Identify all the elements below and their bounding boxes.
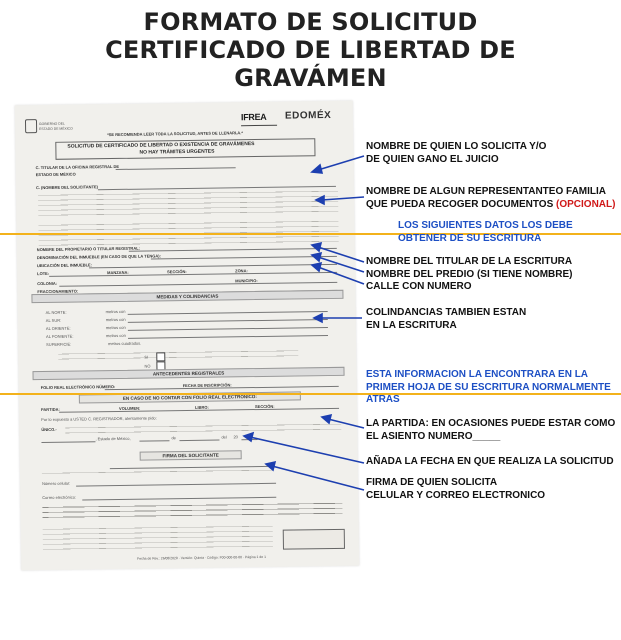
numero-celular-label: Número celular:: [42, 480, 71, 487]
col-poniente-metros: metros con: [105, 332, 126, 339]
band-firma: FIRMA DEL SOLICITANTE: [140, 450, 242, 460]
annotation-representante-line-2: [366, 199, 615, 212]
field-colonia-line: [59, 282, 337, 287]
correo-label: Correo electrónico:: [42, 494, 77, 501]
government-seal-icon: [25, 119, 37, 133]
paragraph-colindancias-note: [58, 348, 298, 361]
registrador-text: Por lo expuesto a USTED C. REGISTRADOR, atentamente pido:: [41, 415, 157, 423]
annotation-antecedentes: [366, 369, 611, 407]
field-ubicacion-label: UBICACIÓN DEL INMUEBLE:: [36, 262, 93, 269]
annotation-solicitante-line-2: DE QUIEN GANO EL JUICIO: [366, 153, 499, 165]
col-superficie-label: SUPERFICIE:: [46, 341, 72, 347]
field-manzana-label: MANZANA:: [107, 269, 129, 276]
annotation-partida: [366, 418, 615, 443]
annotation-opcional: (OPCIONAL): [556, 198, 616, 210]
form-footer: Fecha de Rev.: 26/08/2020 · Versión: Quinta · Código: F00-000-00-00 · Página 1 de 1: [137, 554, 267, 561]
col-sur-metros: metros con: [105, 316, 126, 323]
annotation-firma-line-2: CELULAR Y CORREO ELECTRONICO: [366, 489, 546, 501]
col-norte-line: [128, 311, 328, 315]
annotation-partida-line-2: EL ASIENTO NUMERO_____: [366, 430, 501, 442]
annotation-fecha: [366, 456, 614, 469]
annotation-representante-line-1: NOMBRE DE ALGUN REPRESENTANTEO FAMILIA: [366, 186, 607, 197]
band-antecedentes: ANTECEDENTES REGISTRALES: [32, 367, 344, 380]
annotation-partida-line-1: LA PARTIDA: EN OCASIONES PUEDE ESTAR COMO: [366, 418, 616, 429]
field-oficina-line: [116, 167, 236, 170]
field-fraccionamiento-label: FRACCIONAMIENTO:: [37, 288, 79, 295]
libro-label: LIBRO:: [194, 404, 209, 410]
mes-line: [179, 440, 219, 442]
checkbox-si-label: SI: [144, 354, 149, 360]
col-sur-label: AL SUR:: [45, 317, 62, 323]
annotation-escritura-line-2: OBTENER DE SU ESCRITURA: [398, 232, 542, 244]
col-oriente-metros: metros con: [105, 324, 126, 331]
annotation-titular-line-2: NOMBRE DEL PREDIO (SI TIENE NOMBRE): [366, 268, 573, 280]
ifrea-underline: [241, 125, 277, 127]
paragraph-firma-note: [42, 468, 272, 476]
correo-line: [82, 497, 276, 501]
field-colonia-label: COLONIA:: [37, 280, 58, 287]
paragraph-unico: [65, 422, 341, 434]
annotation-titular: [366, 256, 573, 294]
seccion2-label: SECCIÓN:: [254, 403, 275, 410]
paragraph-privacidad: [43, 524, 273, 553]
field-propietario-label: NOMBRE DEL PROPIETARIO O TITULAR REGISTRAL:: [36, 245, 140, 253]
field-denominacion-label: DENOMINACIÓN DEL INMUEBLE (EN CASO DE QUE LA TENGA):: [36, 253, 161, 261]
del-text: del: [221, 434, 227, 440]
estado-de-mexico-text: , Estado de México,: [95, 435, 131, 442]
annotation-antecedentes-line-2: PRIMER HOJA DE SU ESCRITURA NORMALMENTE: [366, 381, 611, 393]
checkbox-no-label: NO: [144, 363, 151, 369]
paragraph-nota: [42, 501, 342, 519]
field-denominacion-line: [151, 256, 337, 260]
lugar-line: [41, 441, 95, 443]
col-poniente-label: AL PONIENTE:: [45, 333, 74, 339]
edomex-logo: EDOMÉX: [284, 109, 332, 122]
annotation-colindancias: [366, 307, 526, 332]
band-sin-folio: EN CASO DE NO CONTAR CON FOLIO REAL ELECTRÓNICO:: [79, 391, 301, 403]
annotation-escritura: [398, 220, 573, 245]
annotation-antecedentes-line-1: ESTA INFORMACION LA ENCONTRARA EN LA: [366, 369, 589, 380]
folio-line: [105, 386, 339, 390]
paragraph-1: [38, 189, 338, 219]
field-seccion-label: SECCIÓN:: [167, 268, 187, 275]
paragraph-2: [38, 219, 338, 247]
annotation-escritura-line-1: LOS SIGUIENTES DATOS LOS DEBE: [398, 220, 573, 231]
ifrea-logo: IFREA: [240, 111, 267, 123]
government-logo-text: GOBIERNO DEL ESTADO DE MÉXICO: [39, 121, 73, 131]
numero-celular-line: [76, 483, 276, 487]
volumen-label: VOLUMEN:: [118, 405, 141, 411]
annotation-solicitante-line-1: NOMBRE DE QUIEN LO SOLICITA Y/O: [366, 141, 547, 152]
field-zona-label: ZONA:: [235, 268, 248, 274]
col-norte-label: AL NORTE:: [45, 309, 67, 315]
col-superficie-metros: metros cuadrados.: [108, 340, 142, 347]
annotation-titular-line-3: CALLE CON NUMERO: [366, 281, 472, 292]
title-line-1: FORMATO DE SOLICITUD: [143, 8, 478, 36]
checkbox-si[interactable]: [156, 352, 165, 361]
form-header-title: SOLICITUD DE CERTIFICADO DE LIBERTAD O EXISTENCIA DE GRAVÁMENES: [67, 141, 255, 150]
unico-label: ÚNICO.-: [41, 426, 57, 433]
title-line-2: CERTIFICADO DE LIBERTAD DE: [105, 36, 516, 64]
field-oficina-label: C. TITULAR DE LA OFICINA REGISTRAL DE: [35, 163, 120, 171]
annotation-fecha-line-1: AÑADA LA FECHA EN QUE REALIZA LA SOLICITUD: [366, 456, 614, 467]
de-text: de: [171, 435, 176, 441]
annotation-colindancias-line-1: COLINDANCIAS TAMBIEN ESTAN: [366, 307, 527, 318]
col-oriente-line: [128, 327, 328, 331]
annotation-representante: [366, 186, 615, 211]
annotation-colindancias-line-2: EN LA ESCRITURA: [366, 319, 457, 331]
request-form-scan: [15, 101, 359, 571]
partida-label: PARTIDA:: [40, 406, 60, 413]
band-colindancias: MEDIDAS Y COLINDANCIAS: [31, 290, 343, 303]
annotation-solicitante: [366, 141, 546, 166]
field-estado-label: ESTADO DE MÉXICO: [35, 171, 76, 178]
field-municipio-label: MUNICIPIO:: [235, 278, 258, 284]
annotation-antecedentes-line-3: ATRAS: [366, 394, 400, 405]
col-norte-metros: metros con: [105, 308, 126, 315]
field-lote-label: LOTE:: [37, 270, 50, 277]
annotation-firma-line-1: FIRMA DE QUIEN SOLICITA: [366, 477, 498, 488]
col-oriente-label: AL ORIENTE:: [45, 325, 71, 331]
annotation-representante-main: QUE PUEDA RECOGER DOCUMENTOS: [366, 198, 557, 210]
col-sur-line: [128, 319, 328, 323]
page-title: [0, 8, 621, 92]
folio-label: FOLIO REAL ELECTRÓNICO NÚMERO:: [40, 384, 116, 391]
field-propietario-line: [129, 248, 337, 252]
edition-table: [283, 529, 345, 550]
title-line-3: GRAVÁMEN: [234, 64, 387, 92]
year-line: [241, 439, 257, 440]
year-text: 20: [233, 434, 238, 440]
field-solicitante-label: C. (NOMBRE DEL SOLICITANTE): [35, 184, 99, 191]
annotation-firma: [366, 477, 545, 502]
annotation-titular-line-1: NOMBRE DEL TITULAR DE LA ESCRITURA: [366, 256, 573, 267]
form-notice: *SE RECOMIENDA LEER TODA LA SOLICITUD, ANTES DE LLENARLA.*: [107, 130, 244, 138]
fecha-inscripcion-label: FECHA DE INSCRIPCIÓN:: [182, 382, 232, 389]
col-poniente-line: [128, 335, 328, 339]
form-header-subtitle: NO HAY TRÁMITES URGENTES: [139, 148, 215, 156]
field-ubicacion-line: [89, 264, 337, 268]
dia-line: [139, 440, 169, 441]
